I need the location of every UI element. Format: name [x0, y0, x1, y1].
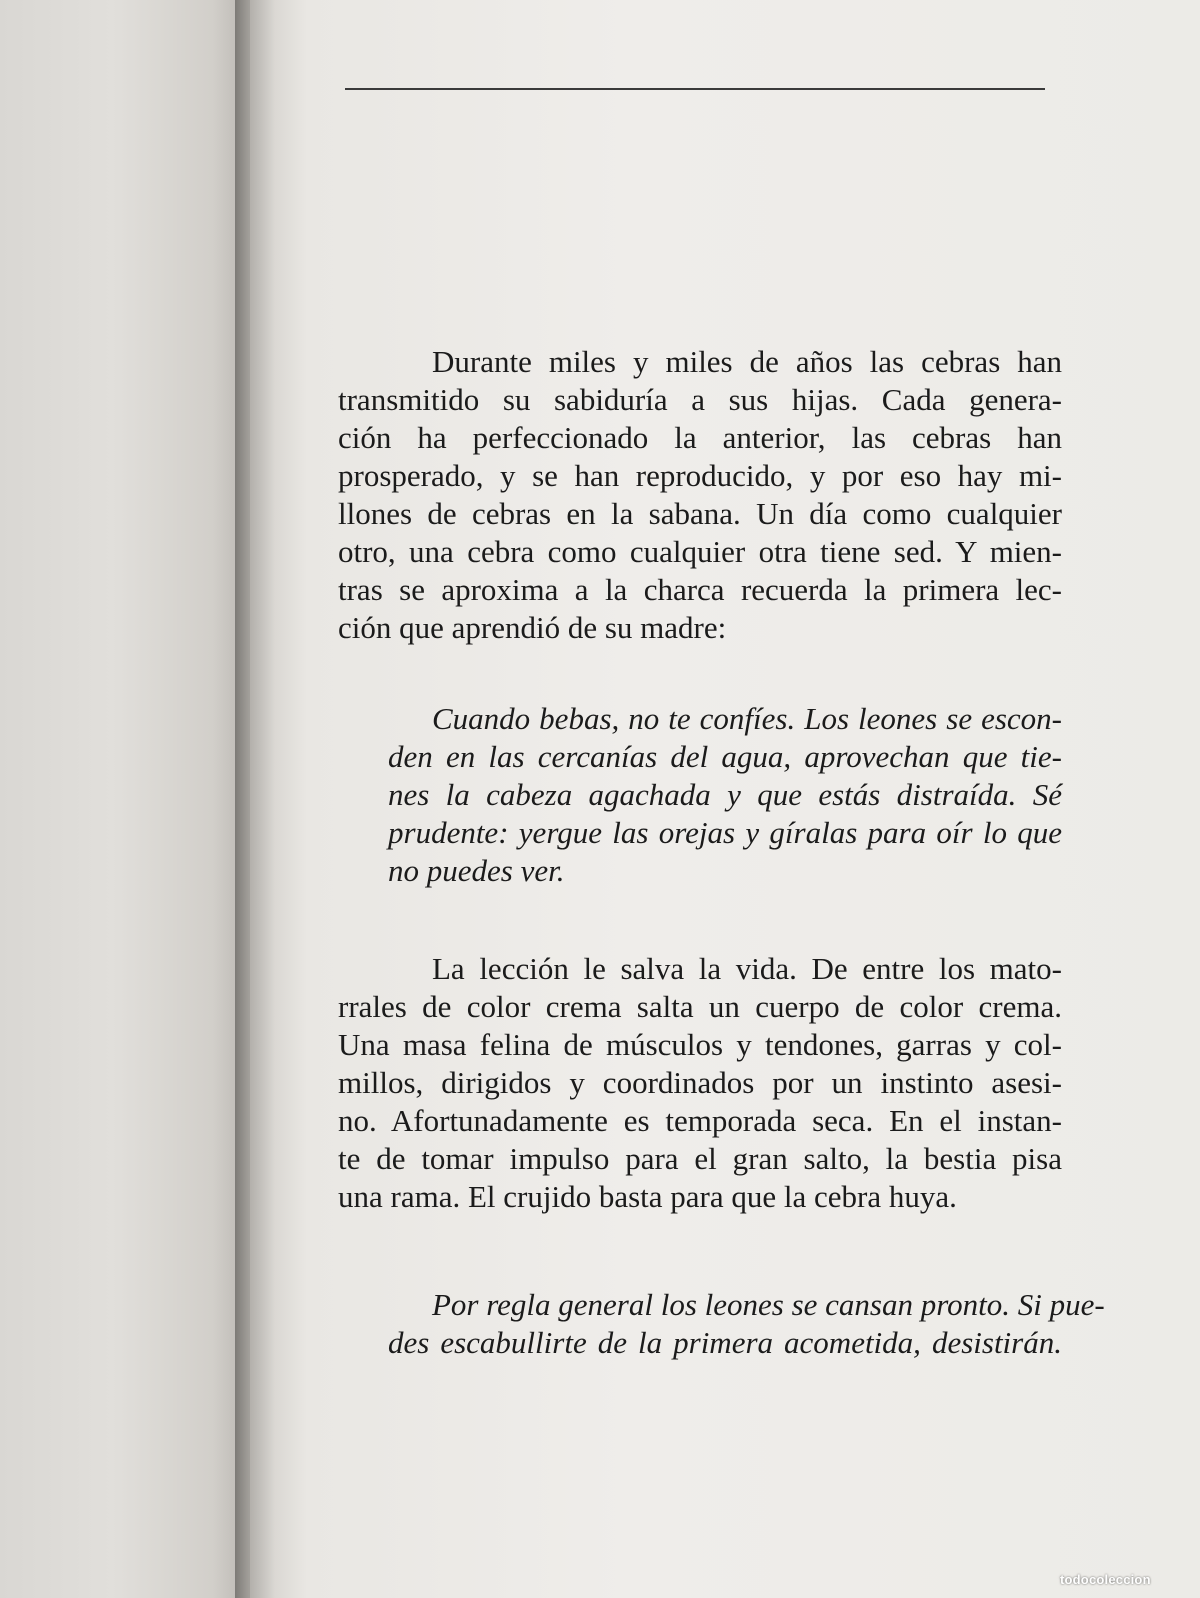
text-line: otro, una cebra como cualquier otra tiene sed. Y mien- [338, 534, 1062, 569]
quote-line: nes la cabeza agachada y que estás distraída. Sé [388, 777, 1062, 812]
text-line: ción ha perfeccionado la anterior, las cebras han [338, 420, 1062, 455]
text-line: millos, dirigidos y coordinados por un instinto asesi- [338, 1065, 1062, 1100]
quote-2 [388, 1286, 1105, 1362]
paragraph-2 [338, 950, 1062, 1216]
text-line: llones de cebras en la sabana. Un día como cualquier [338, 496, 1062, 531]
text-line: prosperado, y se han reproducido, y por eso hay mi- [338, 458, 1062, 493]
text-line: Una masa felina de músculos y tendones, garras y col- [338, 1027, 1062, 1062]
text-line: Durante miles y miles de años las cebras han [432, 344, 1062, 379]
quote-1 [388, 700, 1062, 890]
quote-line: Cuando bebas, no te confíes. Los leones se escon- [432, 701, 1062, 736]
watermark: todocoleccion [1060, 1572, 1151, 1587]
text-line: transmitido su sabiduría a sus hijas. Cada genera- [338, 382, 1062, 417]
text-line: La lección le salva la vida. De entre los mato- [432, 951, 1062, 986]
quote-line: den en las cercanías del agua, aprovechan que tie- [388, 739, 1062, 774]
text-line: te de tomar impulso para el gran salto, la bestia pisa [338, 1141, 1062, 1176]
text-line: no. Afortunadamente es temporada seca. En el instan- [338, 1103, 1062, 1138]
text-line: tras se aproxima a la charca recuerda la primera lec- [338, 572, 1062, 607]
quote-line: no puedes ver. [388, 853, 565, 888]
header-rule [345, 88, 1045, 90]
quote-line: des escabullirte de la primera acometida, desistirán. [388, 1325, 1062, 1360]
paragraph-1 [338, 343, 1062, 647]
book-gutter [235, 0, 275, 1598]
text-line: ción que aprendió de su madre: [338, 610, 727, 645]
left-page [0, 0, 250, 1598]
quote-line: prudente: yergue las orejas y gíralas para oír lo que [388, 815, 1062, 850]
text-line: rrales de color crema salta un cuerpo de color crema. [338, 989, 1062, 1024]
quote-line: Por regla general los leones se cansan pronto. Si pue- [432, 1287, 1105, 1322]
text-line: una rama. El crujido basta para que la cebra huya. [338, 1179, 957, 1214]
